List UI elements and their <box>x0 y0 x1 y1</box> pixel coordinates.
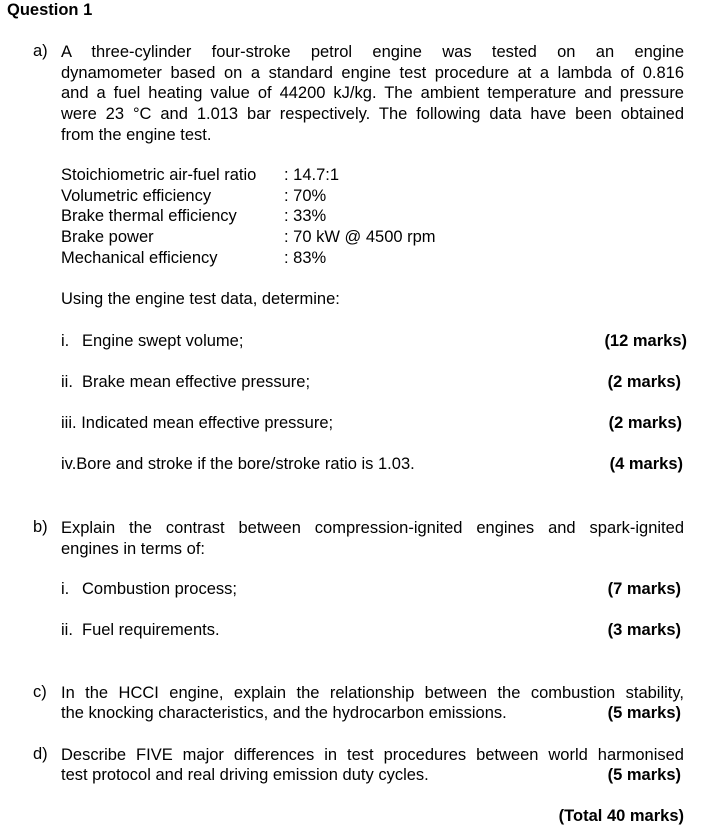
data-value: : 14.7:1 <box>284 166 340 184</box>
part-d-label: d) <box>33 745 48 763</box>
marks-badge: (4 marks) <box>609 455 683 473</box>
part-d-line-1: Describe FIVE major differences in test procedures between world harmonised <box>61 746 684 764</box>
part-c-line-2: the knocking characteristics, and the hydrocarbon emissions. <box>61 704 507 722</box>
part-a-intro-line-3: and a fuel heating value of 44200 kJ/kg. The ambient temperature and pressure <box>61 84 684 102</box>
part-b-intro-line-1: Explain the contrast between compression-ignited engines and spark-ignited <box>61 519 684 537</box>
part-b-item-1 <box>61 580 237 599</box>
item-number: ii. <box>61 621 73 639</box>
part-a-item-2 <box>61 373 310 392</box>
marks-badge: (5 marks) <box>607 704 681 722</box>
marks-badge: (7 marks) <box>607 580 681 598</box>
part-a-item-3 <box>61 414 333 433</box>
data-value: : 33% <box>284 207 327 225</box>
part-b-item-2 <box>61 621 220 640</box>
data-label: Brake thermal efficiency <box>61 207 237 225</box>
data-value: : 83% <box>284 249 327 267</box>
marks-badge: (5 marks) <box>607 766 681 784</box>
marks-badge: (2 marks) <box>608 414 682 432</box>
part-d-line-2: test protocol and real driving emission duty cycles. <box>61 766 429 784</box>
part-a-intro-line-5: from the engine test. <box>61 126 212 144</box>
data-value: : 70% <box>284 187 327 205</box>
item-text: Engine swept volume; <box>82 332 244 350</box>
item-text: Brake mean effective pressure; <box>82 373 311 391</box>
part-a-intro-line-1: A three-cylinder four-stroke petrol engine was tested on an engine <box>61 43 684 61</box>
part-b-intro-line-2: engines in terms of: <box>61 540 205 558</box>
item-text: Bore and stroke if the bore/stroke ratio is 1.03. <box>76 455 415 473</box>
part-a-intro-line-4: were 23 °C and 1.013 bar respectively. The following data have been obtained <box>61 105 684 123</box>
total-marks: (Total 40 marks) <box>558 807 684 825</box>
part-a-label: a) <box>33 42 48 60</box>
part-a-item-1 <box>61 332 243 351</box>
part-a-prompt: Using the engine test data, determine: <box>61 290 340 308</box>
item-number: iv. <box>61 455 77 473</box>
data-value: : 70 kW @ 4500 rpm <box>284 228 436 246</box>
item-text: Fuel requirements. <box>82 621 220 639</box>
question-title: Question 1 <box>7 1 93 19</box>
item-text: Combustion process; <box>82 580 237 598</box>
data-label: Mechanical efficiency <box>61 249 218 267</box>
data-label: Stoichiometric air-fuel ratio <box>61 166 257 184</box>
data-label: Volumetric efficiency <box>61 187 212 205</box>
item-text: Indicated mean effective pressure; <box>81 414 334 432</box>
part-c-line-1: In the HCCI engine, explain the relationship between the combustion stability, <box>61 684 684 702</box>
item-number: ii. <box>61 373 73 391</box>
item-number: i. <box>61 580 70 598</box>
part-b-label: b) <box>33 518 48 536</box>
part-a-item-4 <box>61 455 415 474</box>
marks-badge: (2 marks) <box>607 373 681 391</box>
part-c-label: c) <box>33 683 47 701</box>
data-label: Brake power <box>61 228 154 246</box>
item-number: i. <box>61 332 70 350</box>
marks-badge: (3 marks) <box>607 621 681 639</box>
item-number: iii. <box>61 414 77 432</box>
marks-badge: (12 marks) <box>604 332 687 350</box>
part-a-intro-line-2: dynamometer based on a standard engine test procedure at a lambda of 0.816 <box>61 64 684 82</box>
